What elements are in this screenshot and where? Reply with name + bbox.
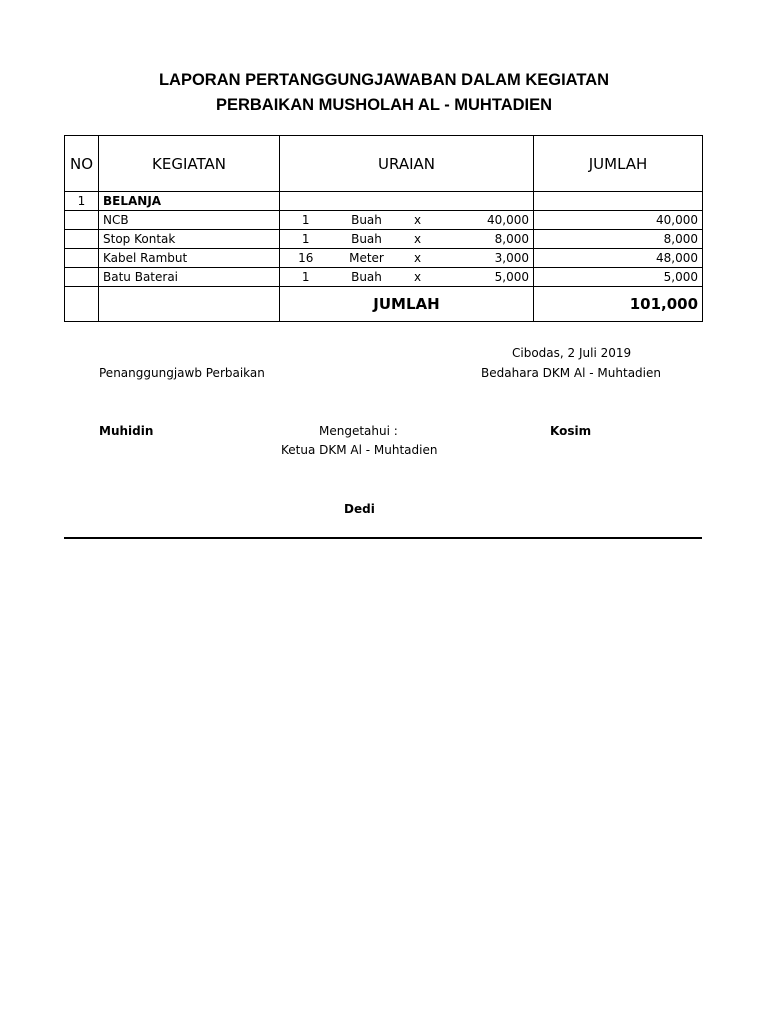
column-header-jumlah: JUMLAH	[534, 136, 703, 192]
row-price: 8,000	[434, 230, 534, 249]
row-unit: Meter	[332, 249, 402, 268]
table-header-row	[65, 136, 703, 192]
row-unit: Buah	[332, 230, 402, 249]
acknowledged-label: Mengetahui :	[319, 424, 398, 438]
table-row	[65, 249, 703, 268]
column-header-uraian: URAIAN	[280, 136, 534, 192]
section-no: 1	[65, 192, 99, 211]
row-total: 40,000	[534, 211, 703, 230]
section-label: BELANJA	[99, 192, 280, 211]
total-no-empty	[65, 287, 99, 322]
row-no-empty	[65, 211, 99, 230]
row-operator: x	[402, 268, 434, 287]
row-total: 8,000	[534, 230, 703, 249]
row-total: 5,000	[534, 268, 703, 287]
row-price: 3,000	[434, 249, 534, 268]
row-total: 48,000	[534, 249, 703, 268]
total-label: JUMLAH	[280, 287, 534, 322]
row-price: 5,000	[434, 268, 534, 287]
row-price: 40,000	[434, 211, 534, 230]
row-operator: x	[402, 249, 434, 268]
table-row	[65, 230, 703, 249]
row-item: Stop Kontak	[99, 230, 280, 249]
total-kegiatan-empty	[99, 287, 280, 322]
row-unit: Buah	[332, 211, 402, 230]
row-qty: 1	[280, 211, 332, 230]
row-qty: 16	[280, 249, 332, 268]
total-row	[65, 287, 703, 322]
expense-table	[64, 135, 703, 322]
table-row	[65, 211, 703, 230]
row-qty: 1	[280, 268, 332, 287]
table-row	[65, 268, 703, 287]
left-signatory-name: Muhidin	[99, 424, 154, 438]
row-operator: x	[402, 211, 434, 230]
place-date: Cibodas, 2 Juli 2019	[512, 346, 632, 360]
column-header-kegiatan: KEGIATAN	[99, 136, 280, 192]
row-unit: Buah	[332, 268, 402, 287]
right-signatory-name: Kosim	[550, 424, 592, 438]
row-item: Kabel Rambut	[99, 249, 280, 268]
row-no-empty	[65, 230, 99, 249]
total-value: 101,000	[534, 287, 703, 322]
column-header-no: NO	[65, 136, 99, 192]
right-signatory-role: Bedahara DKM Al - Muhtadien	[481, 366, 661, 380]
center-signatory-role: Ketua DKM Al - Muhtadien	[281, 443, 438, 457]
section-row	[65, 192, 703, 211]
section-uraian-empty	[280, 192, 534, 211]
row-item: Batu Baterai	[99, 268, 280, 287]
row-no-empty	[65, 249, 99, 268]
row-no-empty	[65, 268, 99, 287]
center-signatory-name: Dedi	[344, 502, 375, 516]
row-item: NCB	[99, 211, 280, 230]
report-title-line-1: LAPORAN PERTANGGUNGJAWABAN DALAM KEGIATAN	[158, 71, 610, 89]
row-operator: x	[402, 230, 434, 249]
section-jumlah-empty	[534, 192, 703, 211]
row-qty: 1	[280, 230, 332, 249]
left-signatory-role: Penanggungjawb Perbaikan	[99, 366, 265, 380]
bottom-divider	[64, 537, 702, 539]
report-title-line-2: PERBAIKAN MUSHOLAH AL - MUHTADIEN	[215, 96, 553, 114]
